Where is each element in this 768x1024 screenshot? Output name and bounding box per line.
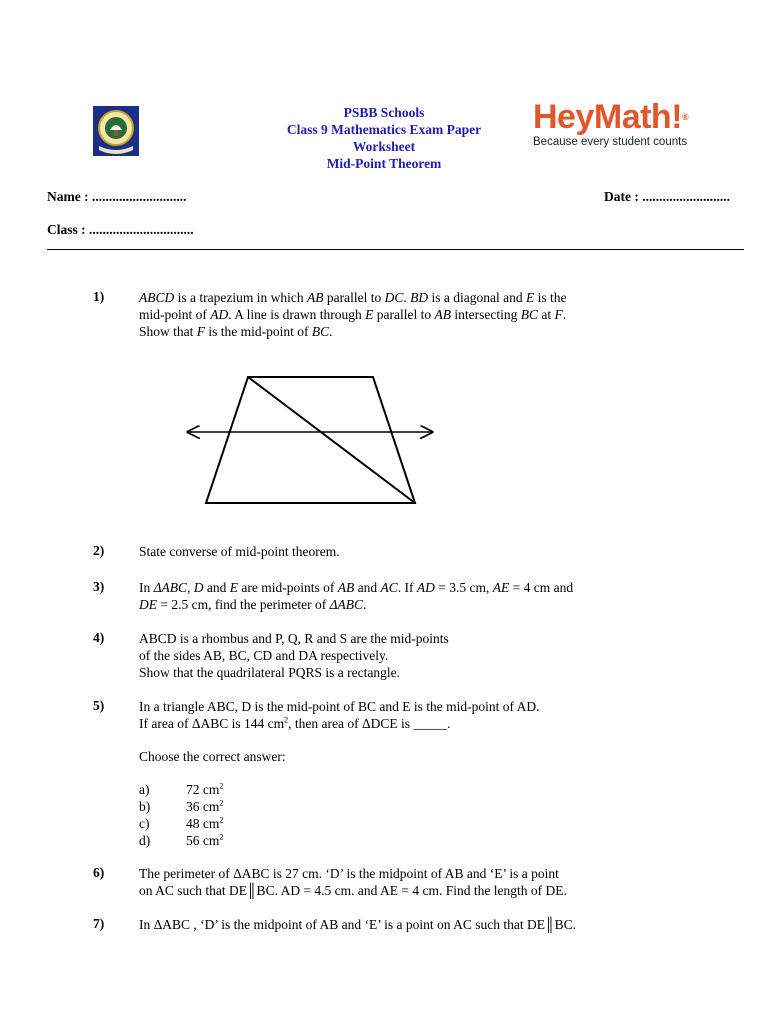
- name-field: Name : ............................: [47, 189, 187, 204]
- question-7-text: In ΔABC , ‘D’ is the midpoint of AB and ‘E’ is a point on AC such that DE║BC.: [139, 917, 576, 932]
- choose-answer-label: Choose the correct answer:: [139, 749, 286, 764]
- diagonal-bd: [248, 377, 415, 503]
- option-a-label: a): [139, 782, 150, 797]
- question-2-number: 2): [93, 543, 105, 558]
- question-4-text: ABCD is a rhombus and P, Q, R and S are the mid-points of the sides AB, BC, CD and DA respectively. Show that the quadrilateral PQRS is a rectangle.: [139, 631, 449, 680]
- question-4-number: 4): [93, 630, 105, 645]
- option-c-label: c): [139, 816, 150, 831]
- question-1-number: 1): [93, 289, 105, 304]
- school-name: PSBB Schools: [343, 105, 425, 120]
- option-c-value: 48 $cm^2$: [186, 815, 224, 831]
- heymath-brand: HeyMath!®: [533, 98, 689, 136]
- date-field: Date : ..........................: [604, 189, 730, 204]
- option-b-value: 36 $cm^2$: [186, 798, 224, 814]
- question-7-number: 7): [93, 916, 105, 931]
- question-5-number: 5): [93, 698, 105, 713]
- question-3-number: 3): [93, 579, 105, 594]
- class-field: Class : ...............................: [47, 222, 194, 237]
- option-a-value: 72 $cm^2$: [186, 781, 224, 797]
- heymath-logo: [533, 98, 703, 148]
- option-d-value: 56 $cm^2$: [186, 832, 224, 848]
- option-b-label: b): [139, 799, 151, 814]
- topic-title: Mid-Point Theorem: [326, 156, 442, 171]
- question-2-text: State converse of mid-point theorem.: [139, 544, 340, 559]
- trapezium-shape: [206, 377, 415, 503]
- header-divider: [47, 249, 744, 250]
- worksheet-label: Worksheet: [352, 139, 416, 154]
- question-3-text: In ΔABC, D and E are mid-points of AB and AC. If AD = 3.5 cm, AE = 4 cm and DE = 2.5 cm, find the perimeter of ΔABC.: [139, 580, 574, 612]
- question-5-text: In a triangle ABC, D is the mid-point of BC and E is the mid-point of AD. If area of ΔABC is 144 $cm^2$, then area of ΔDCE is _____.: [139, 699, 540, 731]
- trapezium-diagram: [180, 370, 450, 510]
- exam-title: Class 9 Mathematics Exam Paper: [286, 122, 482, 137]
- question-6-text: The perimeter of ΔABC is 27 cm. ‘D’ is the midpoint of AB and ‘E’ is a point on AC such that DE║BC. AD = 4.5 cm. and AE = 4 cm. Find the length of DE.: [139, 866, 567, 898]
- question-1-text: ABCD is a trapezium in which AB parallel to DC. BD is a diagonal and E is the mid-point of AD. A line is drawn through E parallel to AB intersecting BC at F. Show that F is the mid-point of BC.: [139, 290, 567, 339]
- trapezium-figure: [180, 370, 450, 514]
- option-d-label: d): [139, 833, 151, 848]
- heymath-tagline: Because every student counts: [533, 136, 688, 148]
- question-6-number: 6): [93, 865, 105, 880]
